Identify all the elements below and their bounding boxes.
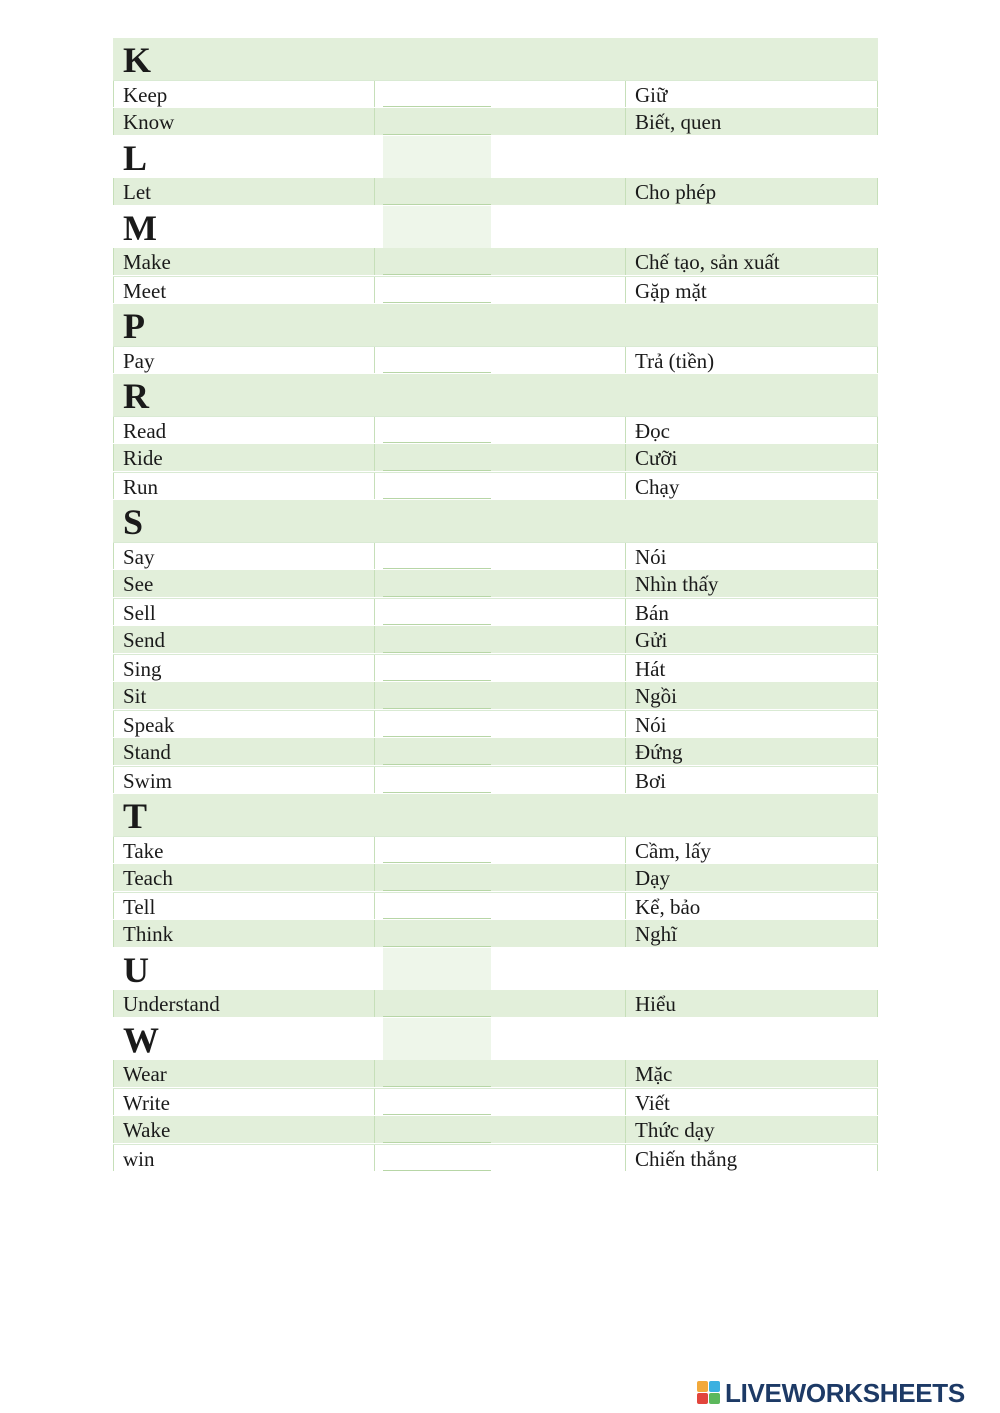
english-word: Pay [123, 349, 155, 373]
vietnamese-meaning-cell [625, 1145, 878, 1171]
table-row [113, 654, 878, 682]
english-word-cell [113, 248, 374, 275]
letter-meaning-cell [625, 948, 878, 990]
table-row [113, 920, 878, 948]
vietnamese-meaning-cell [625, 108, 878, 135]
english-word: Speak [123, 713, 175, 737]
english-word: Stand [123, 740, 171, 764]
english-word-cell [113, 599, 374, 625]
answer-input[interactable] [383, 417, 491, 443]
vietnamese-meaning: Hát [635, 657, 666, 681]
letter-meaning-cell [625, 38, 878, 80]
letter-cell [113, 948, 374, 990]
english-word-cell [113, 767, 374, 793]
letter-header-m [113, 206, 878, 248]
letter-cell [113, 374, 374, 416]
english-word-cell [113, 108, 374, 135]
vietnamese-meaning-cell [625, 473, 878, 499]
english-word: Write [123, 1091, 170, 1115]
table-row [113, 248, 878, 276]
answer-input[interactable] [383, 990, 491, 1017]
vietnamese-meaning: Hiểu [635, 992, 676, 1016]
vietnamese-meaning-cell [625, 738, 878, 765]
answer-cell [374, 417, 625, 443]
english-word: See [123, 572, 154, 596]
english-word: Meet [123, 279, 167, 303]
letter-cell [113, 500, 374, 542]
english-word-cell [113, 1089, 374, 1115]
vietnamese-meaning-cell [625, 711, 878, 737]
table-row [113, 416, 878, 444]
table-row [113, 626, 878, 654]
vietnamese-meaning: Thức dạy [635, 1118, 715, 1142]
english-word: Ride [123, 446, 163, 470]
letter-meaning-cell [625, 206, 878, 248]
answer-cell [374, 347, 625, 373]
answer-cell [374, 920, 625, 947]
english-word-cell [113, 473, 374, 499]
vietnamese-meaning-cell [625, 178, 878, 205]
answer-cell [374, 864, 625, 891]
table-row [113, 990, 878, 1018]
vietnamese-meaning: Kể, bảo [635, 895, 701, 919]
answer-cell [374, 1116, 625, 1143]
answer-input[interactable] [383, 108, 491, 135]
vietnamese-meaning-cell [625, 444, 878, 471]
table-row [113, 276, 878, 304]
english-word: Wake [123, 1118, 171, 1142]
answer-input[interactable] [383, 920, 491, 947]
answer-input[interactable] [383, 626, 491, 653]
english-word: Sit [123, 684, 147, 708]
vietnamese-meaning: Đứng [635, 740, 683, 764]
section-letter: W [123, 1020, 159, 1060]
vietnamese-meaning-cell [625, 599, 878, 625]
english-word: Make [123, 250, 171, 274]
vietnamese-meaning-cell [625, 920, 878, 947]
english-word: Sell [123, 601, 156, 625]
english-word: Send [123, 628, 165, 652]
answer-cell [374, 837, 625, 863]
letter-blank-cell [374, 1018, 625, 1060]
vietnamese-meaning: Giữ [635, 83, 668, 107]
answer-input[interactable] [383, 837, 491, 863]
english-word-cell [113, 864, 374, 891]
table-row [113, 1088, 878, 1116]
letter-row-blank [383, 1018, 491, 1060]
answer-input[interactable] [383, 248, 491, 275]
english-word: Tell [123, 895, 156, 919]
english-word-cell [113, 738, 374, 765]
english-word-cell [113, 626, 374, 653]
answer-cell [374, 1145, 625, 1171]
english-word-cell [113, 417, 374, 443]
english-word-cell [113, 682, 374, 709]
letter-header-k [113, 38, 878, 80]
english-word-cell [113, 990, 374, 1017]
answer-input[interactable] [383, 767, 491, 793]
letter-row-blank [383, 374, 491, 416]
answer-input[interactable] [383, 893, 491, 919]
vietnamese-meaning-cell [625, 248, 878, 275]
vietnamese-meaning: Viết [635, 1091, 670, 1115]
table-row [113, 766, 878, 794]
letter-blank-cell [374, 206, 625, 248]
vietnamese-meaning: Gặp mặt [635, 279, 707, 303]
answer-cell [374, 711, 625, 737]
vietnamese-meaning: Mặc [635, 1062, 673, 1086]
letter-row-blank [383, 304, 491, 346]
english-word: Say [123, 545, 155, 569]
english-word: Know [123, 110, 175, 134]
english-word-cell [113, 81, 374, 107]
english-word-cell [113, 711, 374, 737]
english-word-cell [113, 655, 374, 681]
answer-cell [374, 990, 625, 1017]
vietnamese-meaning: Chiến thắng [635, 1147, 738, 1171]
letter-header-s [113, 500, 878, 542]
vietnamese-meaning: Trả (tiền) [635, 349, 715, 373]
english-word: Read [123, 419, 167, 443]
vietnamese-meaning-cell [625, 837, 878, 863]
vietnamese-meaning-cell [625, 417, 878, 443]
vietnamese-meaning-cell [625, 682, 878, 709]
english-word-cell [113, 347, 374, 373]
answer-input[interactable] [383, 178, 491, 205]
vietnamese-meaning-cell [625, 543, 878, 569]
table-row [113, 542, 878, 570]
letter-row-blank [383, 136, 491, 178]
letter-row-blank [383, 948, 491, 990]
vietnamese-meaning: Gửi [635, 628, 668, 652]
answer-cell [374, 248, 625, 275]
letter-header-l [113, 136, 878, 178]
letter-blank-cell [374, 500, 625, 542]
english-word: Wear [123, 1062, 167, 1086]
vietnamese-meaning: Chạy [635, 475, 680, 499]
letter-cell [113, 136, 374, 178]
letter-meaning-cell [625, 304, 878, 346]
letter-blank-cell [374, 304, 625, 346]
vietnamese-meaning-cell [625, 655, 878, 681]
vietnamese-meaning: Biết, quen [635, 110, 722, 134]
table-row [113, 472, 878, 500]
letter-blank-cell [374, 38, 625, 80]
table-row [113, 738, 878, 766]
answer-input[interactable] [383, 1145, 491, 1171]
vietnamese-meaning-cell [625, 570, 878, 597]
section-letter: K [123, 40, 152, 80]
english-word: win [123, 1147, 155, 1171]
vietnamese-meaning: Nói [635, 545, 667, 569]
answer-input[interactable] [383, 711, 491, 737]
table-row [113, 598, 878, 626]
vietnamese-meaning-cell [625, 277, 878, 303]
english-word-cell [113, 1060, 374, 1087]
english-word: Let [123, 180, 151, 204]
answer-cell [374, 543, 625, 569]
vietnamese-meaning-cell [625, 1089, 878, 1115]
section-letter: S [123, 502, 144, 542]
vietnamese-meaning-cell [625, 864, 878, 891]
letter-cell [113, 38, 374, 80]
answer-cell [374, 1089, 625, 1115]
vietnamese-meaning-cell [625, 81, 878, 107]
letter-cell [113, 304, 374, 346]
answer-cell [374, 444, 625, 471]
letter-cell [113, 794, 374, 836]
answer-cell [374, 277, 625, 303]
answer-cell [374, 81, 625, 107]
table-row [113, 682, 878, 710]
vietnamese-meaning-cell [625, 1116, 878, 1143]
english-word-cell [113, 277, 374, 303]
table-row [113, 178, 878, 206]
table-row [113, 864, 878, 892]
answer-cell [374, 599, 625, 625]
letter-meaning-cell [625, 1018, 878, 1060]
letter-meaning-cell [625, 500, 878, 542]
english-word: Sing [123, 657, 162, 681]
answer-input[interactable] [383, 1089, 491, 1115]
liveworksheets-logo[interactable] [697, 1380, 993, 1406]
table-row [113, 80, 878, 108]
section-letter: L [123, 138, 148, 178]
english-word: Take [123, 839, 164, 863]
table-row [113, 570, 878, 598]
letter-header-r [113, 374, 878, 416]
vietnamese-meaning-cell [625, 990, 878, 1017]
vietnamese-meaning-cell [625, 626, 878, 653]
vietnamese-meaning: Đọc [635, 419, 670, 443]
section-letter: U [123, 950, 149, 990]
table-row [113, 1144, 878, 1172]
english-word: Swim [123, 769, 173, 793]
english-word-cell [113, 920, 374, 947]
answer-input[interactable] [383, 347, 491, 373]
answer-cell [374, 1060, 625, 1087]
answer-cell [374, 473, 625, 499]
answer-cell [374, 108, 625, 135]
letter-blank-cell [374, 136, 625, 178]
table-row [113, 346, 878, 374]
answer-cell [374, 767, 625, 793]
vietnamese-meaning: Bơi [635, 769, 666, 793]
english-word: Teach [123, 866, 173, 890]
letter-blank-cell [374, 948, 625, 990]
vietnamese-meaning: Nhìn thấy [635, 572, 719, 596]
answer-input[interactable] [383, 682, 491, 709]
section-letter: T [123, 796, 148, 836]
vietnamese-meaning: Dạy [635, 866, 670, 890]
vietnamese-meaning: Chế tạo, sản xuất [635, 250, 780, 274]
vietnamese-meaning-cell [625, 767, 878, 793]
letter-row-blank [383, 38, 491, 80]
table-row [113, 710, 878, 738]
answer-input[interactable] [383, 81, 491, 107]
vietnamese-meaning-cell [625, 1060, 878, 1087]
table-row [113, 836, 878, 864]
vietnamese-meaning: Bán [635, 601, 669, 625]
letter-header-w [113, 1018, 878, 1060]
table-row [113, 1060, 878, 1088]
english-word-cell [113, 837, 374, 863]
letter-row-blank [383, 206, 491, 248]
vocabulary-table [113, 38, 878, 1172]
vietnamese-meaning: Nghĩ [635, 922, 677, 946]
vietnamese-meaning-cell [625, 347, 878, 373]
letter-meaning-cell [625, 374, 878, 416]
english-word-cell [113, 570, 374, 597]
letter-cell [113, 1018, 374, 1060]
letter-row-blank [383, 500, 491, 542]
answer-cell [374, 655, 625, 681]
section-letter: R [123, 376, 149, 416]
letter-meaning-cell [625, 136, 878, 178]
answer-input[interactable] [383, 570, 491, 597]
answer-input[interactable] [383, 599, 491, 625]
english-word: Keep [123, 83, 168, 107]
answer-input[interactable] [383, 543, 491, 569]
letter-blank-cell [374, 374, 625, 416]
vietnamese-meaning-cell [625, 893, 878, 919]
letter-meaning-cell [625, 794, 878, 836]
answer-cell [374, 570, 625, 597]
liveworksheets-logo-icon [697, 1381, 721, 1405]
answer-cell [374, 682, 625, 709]
vietnamese-meaning: Ngồi [635, 684, 677, 708]
answer-input[interactable] [383, 738, 491, 765]
english-word-cell [113, 1145, 374, 1171]
letter-row-blank [383, 794, 491, 836]
vietnamese-meaning: Cưỡi [635, 446, 678, 470]
letter-header-t [113, 794, 878, 836]
vietnamese-meaning: Cho phép [635, 180, 717, 204]
answer-input[interactable] [383, 1116, 491, 1143]
english-word-cell [113, 543, 374, 569]
english-word: Think [123, 922, 174, 946]
english-word: Run [123, 475, 159, 499]
answer-input[interactable] [383, 444, 491, 471]
answer-input[interactable] [383, 473, 491, 499]
answer-input[interactable] [383, 864, 491, 891]
english-word-cell [113, 893, 374, 919]
vietnamese-meaning: Cầm, lấy [635, 839, 711, 863]
table-row [113, 892, 878, 920]
section-letter: P [123, 306, 145, 346]
answer-input[interactable] [383, 1060, 491, 1087]
letter-header-u [113, 948, 878, 990]
english-word-cell [113, 1116, 374, 1143]
answer-cell [374, 738, 625, 765]
logo-text: LIVEWORKSHEETS [725, 1378, 965, 1408]
answer-input[interactable] [383, 277, 491, 303]
answer-cell [374, 626, 625, 653]
letter-cell [113, 206, 374, 248]
english-word: Understand [123, 992, 220, 1016]
table-row [113, 444, 878, 472]
answer-cell [374, 178, 625, 205]
english-word-cell [113, 178, 374, 205]
vietnamese-meaning: Nói [635, 713, 667, 737]
table-row [113, 1116, 878, 1144]
letter-header-p [113, 304, 878, 346]
section-letter: M [123, 208, 157, 248]
english-word-cell [113, 444, 374, 471]
letter-blank-cell [374, 794, 625, 836]
table-row [113, 108, 878, 136]
answer-cell [374, 893, 625, 919]
answer-input[interactable] [383, 655, 491, 681]
